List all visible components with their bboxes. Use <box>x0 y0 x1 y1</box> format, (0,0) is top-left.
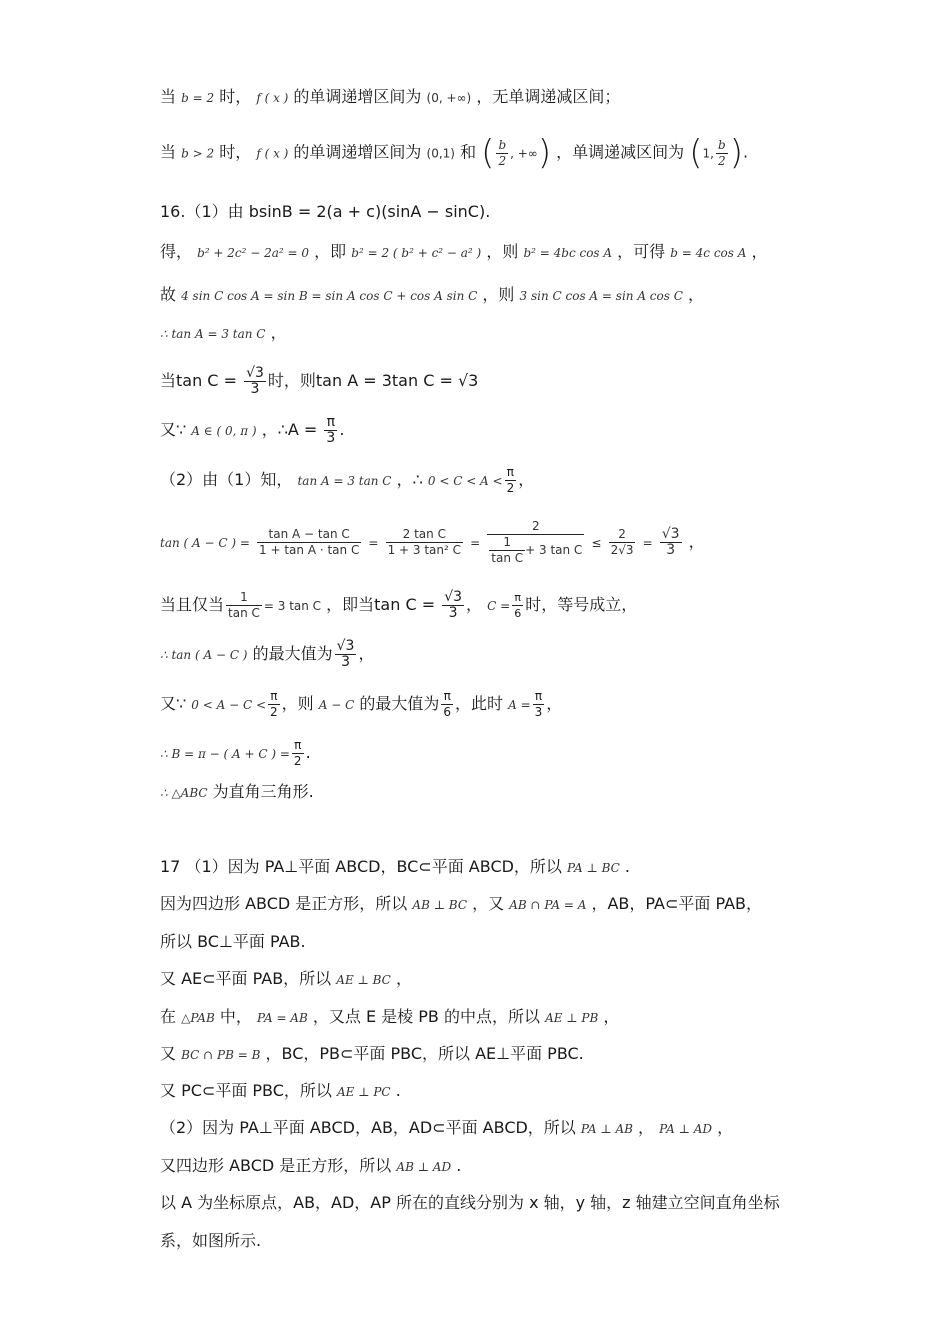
fraction: $\frac{\text{tan A − tan C}}{\text{1 + tan A · tan C}}$ <box>259 527 360 557</box>
text: 所以 BC⊥平面 PAB. <box>160 932 306 951</box>
text: 的单调递增区间为 <box>293 87 422 106</box>
text: 和 <box>460 142 482 162</box>
line-part-2 <box>160 465 535 495</box>
line-derivation <box>160 242 768 262</box>
math: f ( x ) <box>256 146 289 161</box>
text: 时，则tan A = 3tan C = <box>267 371 458 390</box>
text: 又∵ <box>160 420 187 439</box>
text: 在 <box>160 1007 182 1026</box>
text: . <box>339 420 345 439</box>
fraction: $\frac{\text{2 tan C}}{\text{1 + 3 tan² C}}$ <box>387 527 462 557</box>
text: 时， <box>219 142 252 162</box>
fraction: $\frac{√3}{3}$ <box>336 638 355 670</box>
line-square <box>160 894 762 914</box>
math: f ( x ) <box>256 91 289 105</box>
text: （2）因为 PA⊥平面 ABCD，AB，AD⊂平面 ABCD，所以 <box>160 1118 581 1137</box>
text: ， <box>688 285 705 304</box>
text: 时， <box>219 87 252 106</box>
line-coordinate-system <box>160 1193 780 1213</box>
text: ， <box>638 1118 655 1137</box>
line-tan-difference <box>160 519 705 565</box>
fraction: $\frac{\pi}{3}$ <box>534 689 543 719</box>
text: . <box>624 857 630 876</box>
text: 16.（1）由 bsinB = 2(a + c)(sinA − sinC). <box>160 202 491 221</box>
math: ∴ B = π − ( A + C ) = <box>160 747 290 761</box>
line-ae-perp-pc <box>160 1081 401 1101</box>
text: ， <box>395 969 412 988</box>
line-b-greater-2 <box>160 133 749 173</box>
fraction: 2 $\frac{1}{\text{tan C}}$ + 3 tan C <box>487 519 584 566</box>
line-tan-c-value <box>160 365 479 397</box>
line-right-triangle <box>160 782 314 802</box>
text: ，AB，PA⊂平面 PAB， <box>591 894 763 913</box>
math: b² = 4bc cos A <box>523 246 613 260</box>
text: 的最大值为 <box>354 694 440 713</box>
problem-16-heading <box>160 202 490 222</box>
text: 当tan C = <box>160 371 243 390</box>
math: PA = AB <box>256 1011 308 1025</box>
math: A = <box>508 698 531 712</box>
text: ，∴ <box>396 470 423 489</box>
text: 又∵ <box>160 694 187 713</box>
math: AE ⊥ BC <box>336 973 391 987</box>
text: 的最大值为 <box>252 644 333 663</box>
line-tan-relation <box>160 323 287 343</box>
text: 因为四边形 ABCD 是正方形，所以 <box>160 894 413 913</box>
fraction: $\frac{\pi}{2}$ <box>293 738 302 768</box>
math: 3 sin C cos A = sin A cos C <box>519 289 683 303</box>
text: ，此时 <box>455 694 509 713</box>
text: 当 <box>160 142 177 162</box>
text: ， <box>466 595 483 614</box>
math: △PAB <box>181 1011 215 1025</box>
fraction: $\frac{1}{\text{tan C}}$ <box>228 590 260 620</box>
text: 17 （1）因为 PA⊥平面 ABCD，BC⊂平面 ABCD，所以 <box>160 857 568 876</box>
text: ，又点 E 是棱 PB 的中点，所以 <box>312 1007 546 1026</box>
text: 当且仅当 <box>160 595 225 614</box>
text: 系，如图所示. <box>160 1231 262 1250</box>
math: C = <box>487 599 511 613</box>
math: PA ⊥ BC <box>567 861 620 875</box>
math: √3 <box>457 371 479 390</box>
text: 当 <box>160 87 177 106</box>
problem-17-heading <box>160 857 630 877</box>
line-range <box>160 689 563 719</box>
math: b > 2 <box>181 146 215 161</box>
text: ，可得 <box>617 242 666 261</box>
text: ，BC，PB⊂平面 PBC，所以 AE⊥平面 PBC. <box>265 1044 584 1063</box>
fraction: $\frac{2}{2√3}$ <box>610 527 634 557</box>
math: AB ∩ PA = A <box>509 898 587 912</box>
text: ， <box>688 532 705 551</box>
math: tan ( A − C ) = <box>160 536 250 550</box>
math: 1, <box>702 146 714 161</box>
text: ，则 <box>482 285 515 304</box>
math: AE ⊥ PC <box>337 1085 391 1099</box>
math: 4 sin C cos A = sin B = sin A cos C + cos A sin C <box>181 289 478 303</box>
text: ，单调递减区间为 <box>556 142 685 162</box>
math: (0,1) <box>426 146 455 161</box>
math: ∴ △ABC <box>160 786 208 800</box>
text: ，∴A = <box>261 420 323 439</box>
text: . <box>742 142 749 162</box>
line-b-equals-2 <box>160 87 620 107</box>
math: PA ⊥ AB <box>580 1122 633 1136</box>
text: . <box>305 743 311 762</box>
math: A − C <box>318 698 355 712</box>
line-sine-identity <box>160 285 704 305</box>
fraction: $\frac{\pi}{2}$ <box>506 465 515 495</box>
line-part-2-17 <box>160 1118 733 1138</box>
math: b² = 2 ( b² + c² − a² ) <box>351 246 482 260</box>
fraction: $\frac{√3}{3}$ <box>444 589 463 621</box>
text: ，即 <box>314 242 347 261</box>
math: = <box>642 536 653 550</box>
math: b = 4c cos A <box>670 246 747 260</box>
math: 0 < C < A < <box>427 474 503 488</box>
text: 又 AE⊂平面 PAB，所以 <box>160 969 337 988</box>
fraction: $\frac{b}{2}$ <box>498 137 507 168</box>
math: BC ∩ PB = B <box>181 1048 261 1062</box>
line-max-value <box>160 638 375 670</box>
text: ，无单调递减区间； <box>476 87 621 106</box>
line-bc-perp-pab <box>160 932 306 952</box>
math: (0, +∞) <box>426 91 472 105</box>
text: ， <box>751 242 768 261</box>
text: 以 A 为坐标原点，AB，AD，AP 所在的直线分别为 x 轴，y 轴，z 轴建立空间直角坐标 <box>160 1193 780 1212</box>
text: ， <box>717 1118 734 1137</box>
math: tan A = 3 tan C <box>297 474 392 488</box>
math: b = 2 <box>181 91 215 105</box>
line-triangle-pab <box>160 1007 619 1027</box>
math: = <box>470 536 481 550</box>
math: , +∞ <box>510 146 538 161</box>
text: ， <box>546 694 563 713</box>
paren: ( <box>689 133 703 173</box>
line-ae-perp-bc <box>160 969 412 989</box>
line-ab-perp-ad <box>160 1156 461 1176</box>
line-as-shown <box>160 1231 261 1251</box>
math: A ∈ ( 0, π ) <box>191 424 257 438</box>
paren: ( <box>481 133 495 173</box>
text: 时，等号成立， <box>525 595 638 614</box>
text: ，即当tan C = <box>326 595 441 614</box>
text: . <box>456 1156 462 1175</box>
text: ， <box>603 1007 620 1026</box>
math: ∴ tan ( A − C ) <box>160 648 248 662</box>
paren: ) <box>729 133 743 173</box>
text: 得， <box>160 242 193 261</box>
math: AE ⊥ PB <box>545 1011 599 1025</box>
text: 中， <box>219 1007 252 1026</box>
math: PA ⊥ AD <box>659 1122 712 1136</box>
fraction: $\frac{\pi}{6}$ <box>514 591 522 620</box>
paren: ) <box>537 133 552 173</box>
math: ∴ tan A = 3 tan C <box>160 327 266 341</box>
text: ，则 <box>486 242 519 261</box>
fraction: $\frac{\pi}{2}$ <box>270 689 278 719</box>
fraction: $\frac{b}{2}$ <box>718 137 726 168</box>
line-angle-a <box>160 414 345 446</box>
math: = 3 tan C <box>263 599 322 613</box>
text: ，又 <box>472 894 510 913</box>
text: ，则 <box>281 694 319 713</box>
text: ， <box>518 470 535 489</box>
text: 为直角三角形. <box>212 782 314 801</box>
text: ， <box>358 644 375 663</box>
text: 又四边形 ABCD 是正方形，所以 <box>160 1156 397 1175</box>
math: 0 < A − C < <box>191 698 266 712</box>
text: 故 <box>160 285 177 304</box>
line-angle-b <box>160 738 311 768</box>
text: ， <box>270 323 287 342</box>
line-equality-condition <box>160 589 638 621</box>
fraction: $\frac{\pi}{3}$ <box>326 414 336 446</box>
math: ≤ <box>591 536 602 550</box>
math: = <box>368 536 379 550</box>
fraction: $\frac{√3}{3}$ <box>661 526 680 558</box>
math: AB ⊥ AD <box>396 1160 452 1174</box>
text: 又 PC⊂平面 PBC，所以 <box>160 1081 338 1100</box>
text: 的单调递增区间为 <box>293 142 422 162</box>
math: AB ⊥ BC <box>412 898 468 912</box>
math: b² + 2c² − 2a² = 0 <box>197 246 310 260</box>
fraction: $\frac{\pi}{6}$ <box>443 689 451 719</box>
text: . <box>395 1081 401 1100</box>
text: 又 <box>160 1044 182 1063</box>
text: （2）由（1）知， <box>160 470 293 489</box>
line-ae-perp-pbc <box>160 1044 584 1064</box>
fraction: $\frac{√3}{3}$ <box>246 365 264 397</box>
